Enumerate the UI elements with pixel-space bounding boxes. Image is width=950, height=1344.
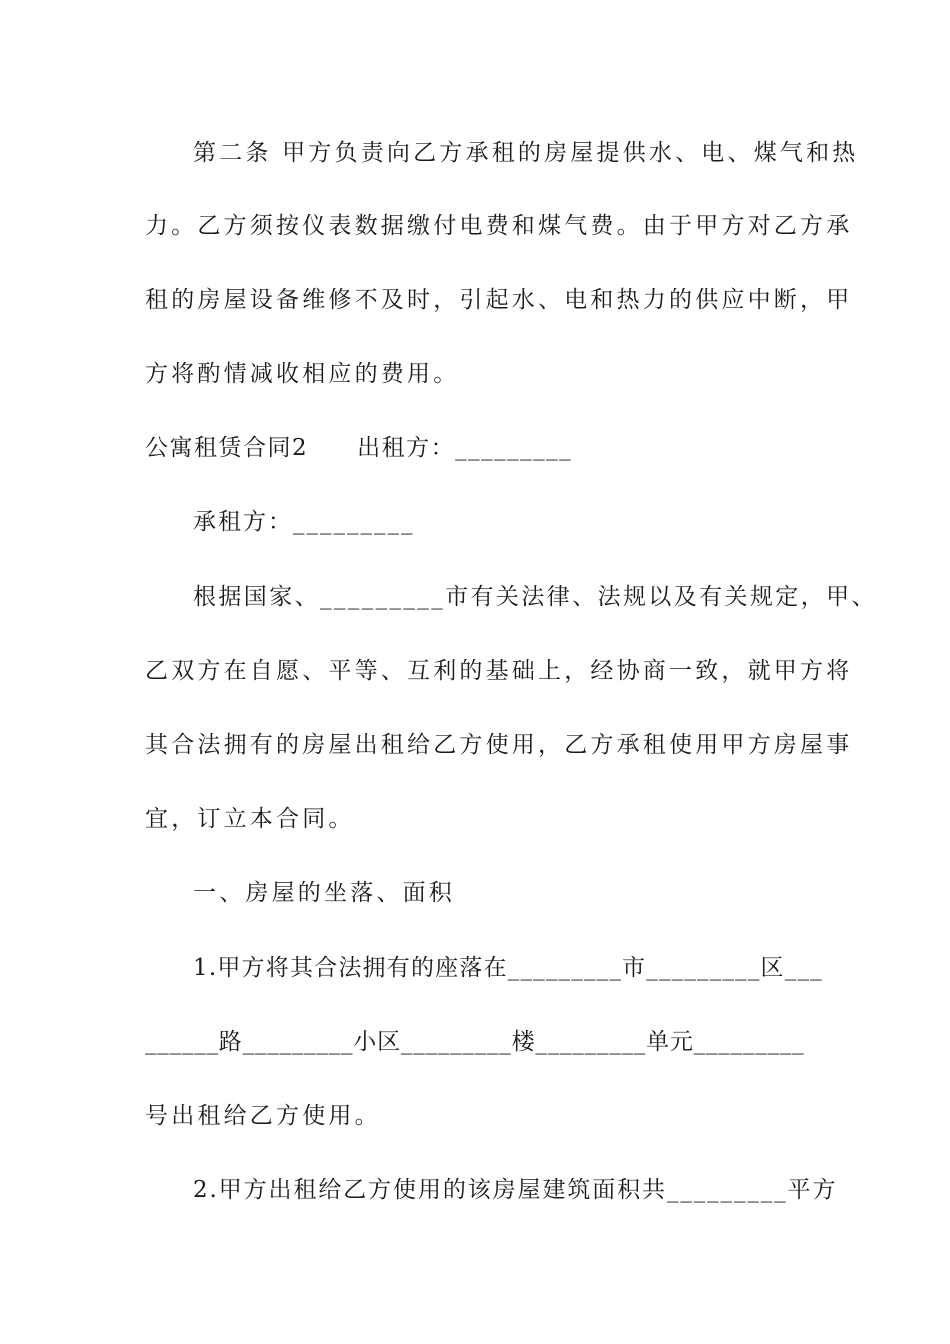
paragraph-line: 方将酌情减收相应的费用。 [145, 361, 460, 387]
paragraph-line: 2.甲方出租给乙方使用的该房屋建筑面积共_________平方 [193, 1177, 838, 1203]
paragraph-line: 租的房屋设备维修不及时，引起水、电和热力的供应中断，甲 [145, 287, 853, 313]
paragraph-line: 1.甲方将其合法拥有的座落在_________市_________区___ [193, 955, 823, 981]
paragraph-line: 承租方：_________ [193, 509, 415, 535]
paragraph-line: ______路_________小区_________楼_________单元_________ [145, 1029, 805, 1055]
paragraph-line: 力。乙方须按仪表数据缴付电费和煤气费。由于甲方对乙方承 [145, 213, 853, 239]
paragraph-line: 号出租给乙方使用。 [145, 1103, 381, 1129]
section-heading: 一、房屋的坐落、面积 [193, 880, 455, 906]
paragraph-line: 根据国家、_________市有关法律、法规以及有关规定，甲、 [193, 584, 877, 610]
paragraph-line: 其合法拥有的房屋出租给乙方使用，乙方承租使用甲方房屋事 [145, 732, 853, 758]
paragraph-line: 第二条 甲方负责向乙方承租的房屋提供水、电、煤气和热 [193, 140, 859, 166]
section-heading-line: 公寓租赁合同2 出租方：_________ [145, 435, 573, 461]
paragraph-line: 乙双方在自愿、平等、互利的基础上，经协商一致，就甲方将 [145, 658, 853, 684]
paragraph-line: 宜，订立本合同。 [145, 806, 355, 832]
